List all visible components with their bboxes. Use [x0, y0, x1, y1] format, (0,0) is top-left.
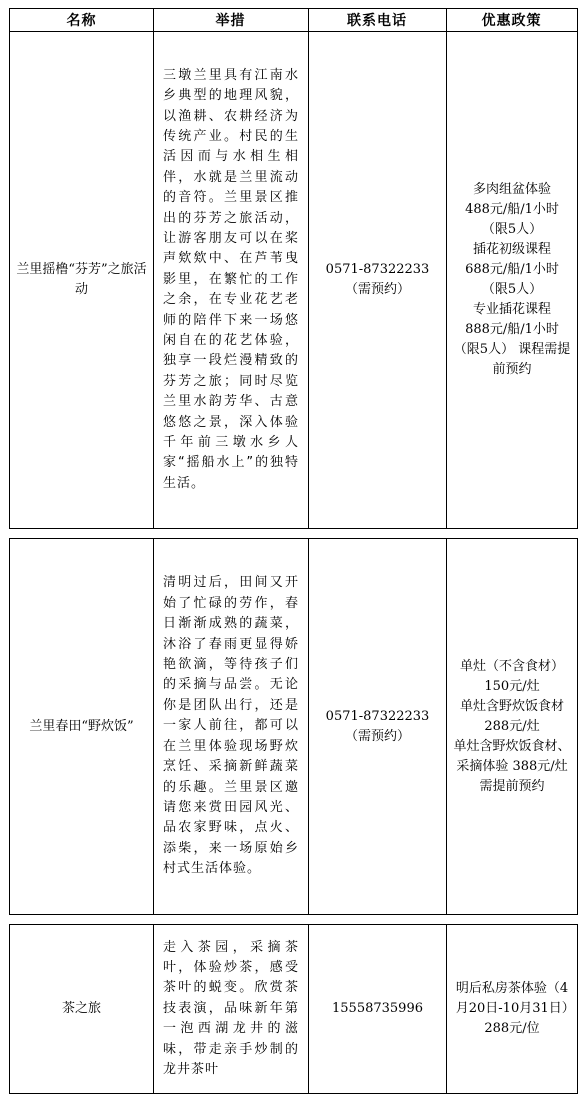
header-name: 名称 — [9, 8, 154, 32]
header-measures: 举措 — [153, 8, 309, 32]
activity-description: 清明过后，田间又开始了忙碌的劳作，春日渐渐成熟的蔬菜，沐浴了春雨更显得娇艳欲滴，等待孩子们的采摘与品尝。无论你是团队出行，还是一家人前往，都可以在兰里体验现场野炊烹饪、采摘新鲜蔬菜的乐趣。兰里景区邀请您来赏田园风光、品农家野味，点火、添柴，来一场原始乡村式生活体验。 — [154, 539, 309, 914]
discount-policy: 多肉组盆体验 488元/船/1小时（限5人） 插花初级课程 688元/船/1小时（限5人） 专业插花课程 888元/船/1小时（限5人） 课程需提前预约 — [453, 182, 571, 377]
table-row — [9, 538, 578, 915]
activity-description: 三墩兰里具有江南水乡典型的地理风貌，以渔耕、农耕经济为传统产业。村民的生活因而与水相生相伴，水就是兰里流动的音符。兰里景区推出的芬芳之旅活动，让游客朋友可以在桨声欸欸中、在芦苇曳影里，在繁忙的工作之余，在专业花艺老师的陪伴下来一场悠闲自在的花艺体验，独享一段烂漫精致的芬芳之旅；同时尽览兰里水韵芳华、古意悠悠之景，深入体验千年前三墩水乡人家“摇船水上”的独特生活。 — [154, 32, 309, 528]
discount-policy: 单灶（不含食材）150元/灶 单灶含野炊饭食材 288元/灶 单灶含野炊饭食材、采摘体验 388元/灶 需提前预约 — [453, 658, 571, 794]
header-policy: 优惠政策 — [446, 8, 578, 32]
contact-phone: 0571-87322233 （需预约） — [309, 32, 447, 528]
header-phone: 联系电话 — [308, 8, 447, 32]
table-row — [9, 924, 578, 1094]
activity-name: 兰里春田“野炊饭” — [10, 539, 154, 914]
activity-name: 兰里摇橹“芬芳”之旅活动 — [10, 32, 154, 528]
discount-policy: 明后私房茶体验（4月20日-10月31日）288元/位 — [455, 981, 569, 1036]
activity-description: 走入茶园，采摘茶叶，体验炒茶，感受茶叶的蜕变。欣赏茶技表演，品味新年第一泡西湖龙井的滋味，带走亲手炒制的龙井茶叶 — [154, 925, 309, 1093]
activity-name: 茶之旅 — [10, 925, 154, 1093]
contact-phone: 0571-87322233 （需预约） — [309, 539, 447, 914]
contact-phone: 15558735996 — [309, 925, 447, 1093]
table-row — [9, 31, 578, 529]
